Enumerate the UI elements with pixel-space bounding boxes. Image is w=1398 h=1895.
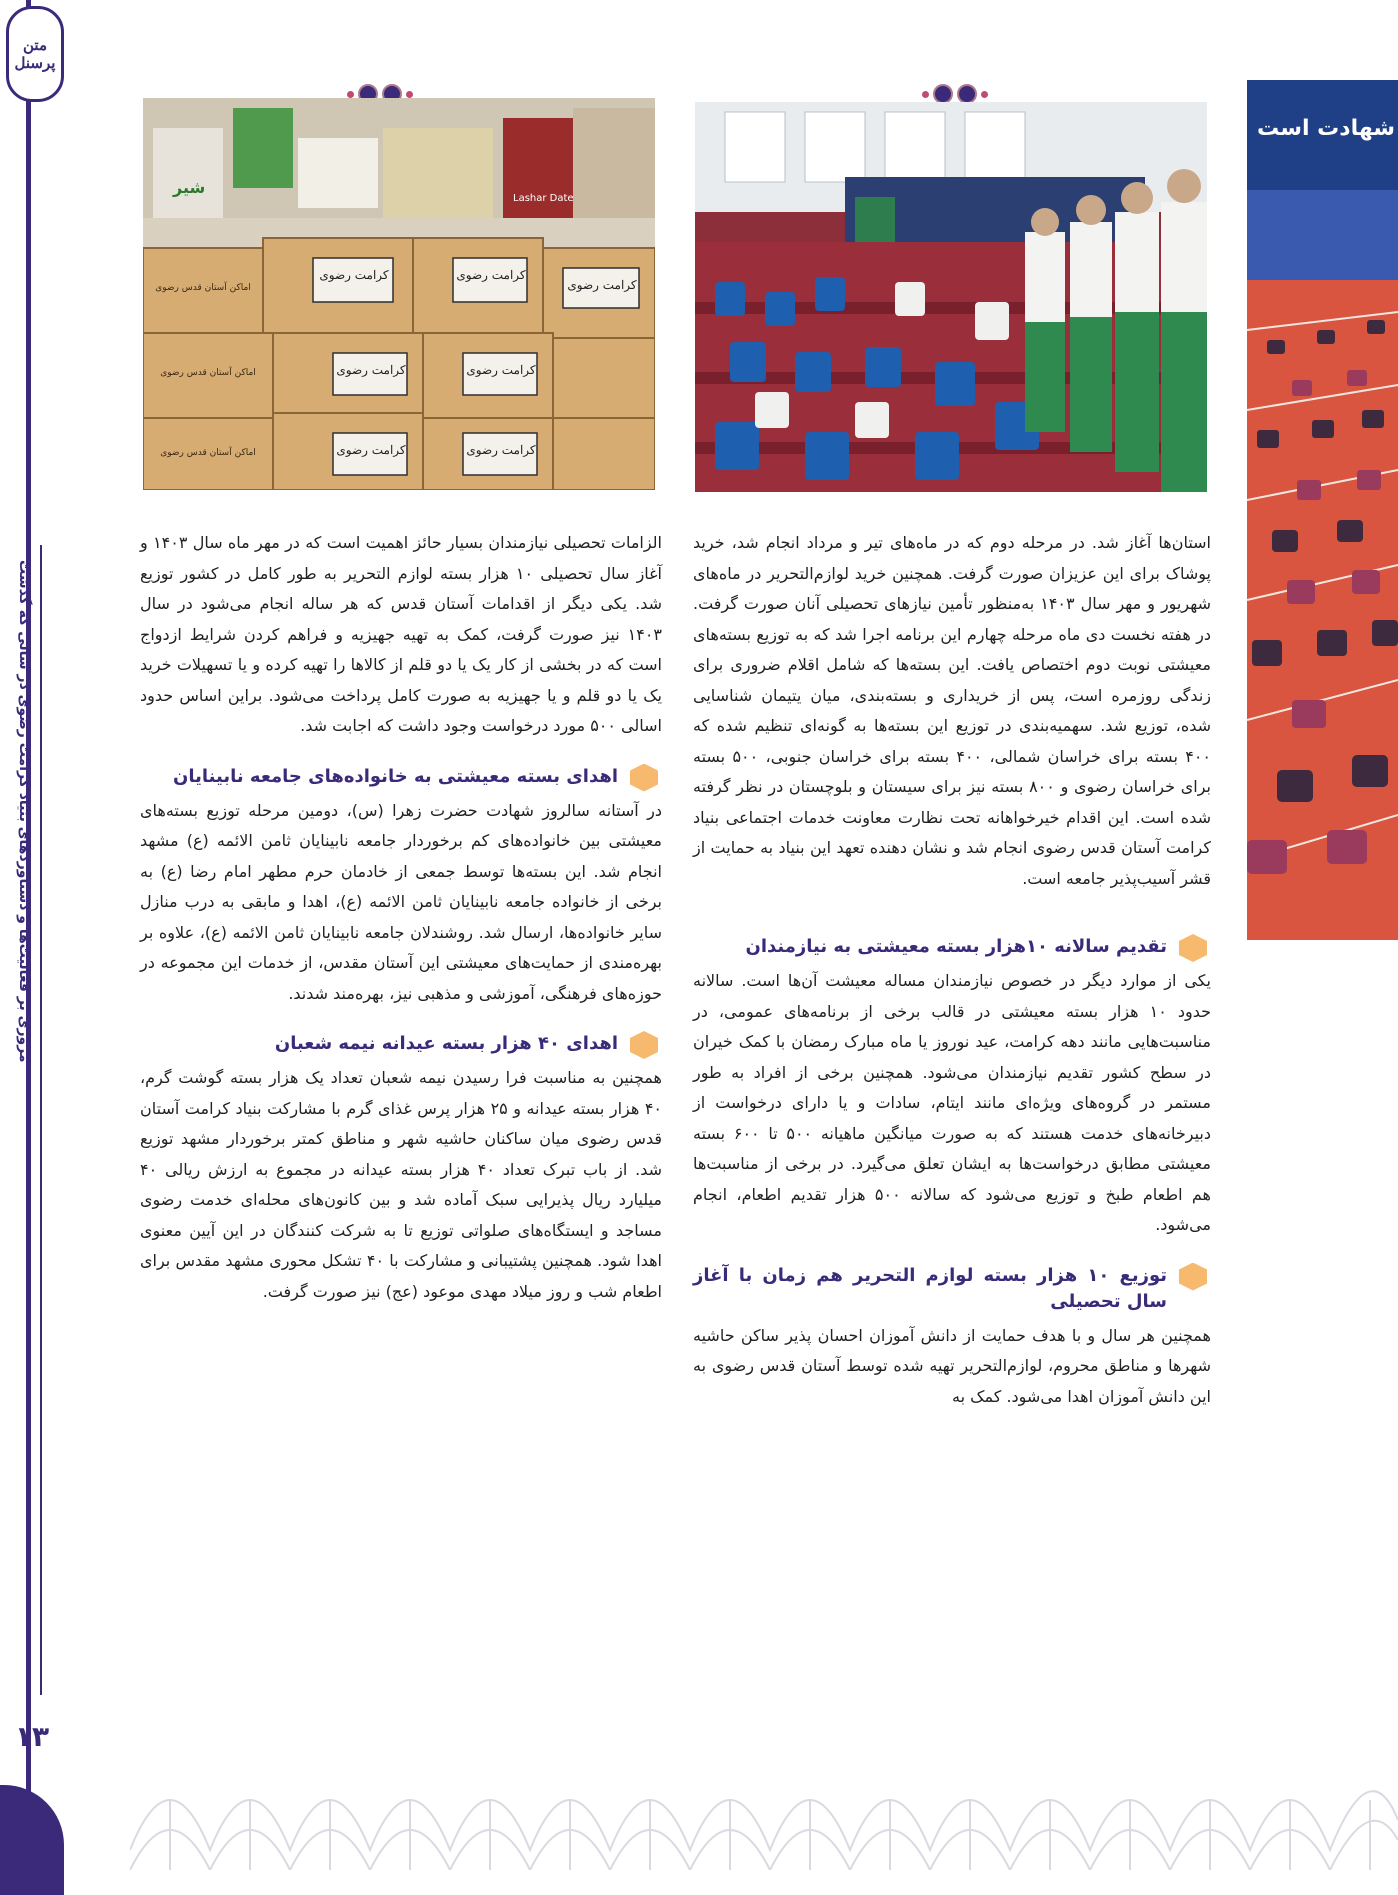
- page-number: ۱۳: [14, 1720, 50, 1753]
- ornament-dot-icon: [922, 91, 929, 98]
- footer-pattern: [130, 1730, 1398, 1870]
- section-vertical-title: مروری بر فعالیت‌ها و دستاوردهای بنیاد کرامت رضوی در سالی که گذشت: [16, 560, 32, 1063]
- left-heading-1: [140, 764, 662, 790]
- photo-stadium-packages: [1247, 80, 1398, 940]
- corner-decoration: [0, 1785, 64, 1895]
- left-paragraph-1: الزامات تحصیلی نیازمندان بسیار حائز اهمیت است که در مهر ماه سال ۱۴۰۳ و آغاز سال تحصیلی ۱۰ هزار بسته لوازم التحریر به طور کامل در کشور توزیع شد. یکی دیگر از اقدامات آستان قدس که هر ساله انجام می‌شود در سال ۱۴۰۳ نیز صورت گرفت، کمک به تهیه جهیزیه و فراهم کردن شرایط ازدواج است که در بخشی از کار یک یا دو قلم از کالاها را تهیه کرده و یا تسهیلات خرید یک یا دو قلم و یا جهیزیه به صورت کامل پرداخت می‌شود. براین اساس حدود اسالی ۵۰۰ مورد درخواست وجود داشت که اجابت شد.: [140, 533, 663, 735]
- right-heading-2: [693, 934, 1211, 960]
- hexagon-icon: [630, 764, 658, 792]
- ornament-dot-icon: [406, 91, 413, 98]
- box-side-label-2: اماکن آستان قدس رضوی: [160, 368, 256, 378]
- box-side-label-3: اماکن آستان قدس رضوی: [160, 448, 256, 458]
- right-heading-3: [693, 1263, 1211, 1315]
- ornament-dot-icon: [347, 91, 354, 98]
- flower-icon: [957, 84, 977, 104]
- box-brand-label-2: کرامت رضوی: [456, 268, 526, 282]
- ornament-dot-icon: [981, 91, 988, 98]
- box-brand-label: کرامت رضوی: [319, 268, 389, 282]
- right-heading-2-text: تقدیم سالانه ۱۰هزار بسته معیشتی به نیازمندان: [745, 936, 1167, 957]
- hexagon-icon: [630, 1031, 658, 1059]
- right-heading-3-text: توزیع ۱۰ هزار بسته لوازم التحریر هم زمان با آغاز سال تحصیلی: [693, 1264, 1168, 1312]
- stadium-banner-text: شهادت است: [1257, 116, 1395, 141]
- box-side-label: اماکن آستان قدس رضوی: [155, 283, 251, 293]
- box-brand-label-5: کرامت رضوی: [466, 363, 536, 377]
- box-brand-label-6: کرامت رضوی: [336, 443, 406, 457]
- right-column: [693, 528, 1211, 1412]
- hexagon-icon: [1179, 1263, 1207, 1291]
- milk-label: شیر: [173, 178, 206, 197]
- left-heading-2: [140, 1031, 662, 1057]
- flower-icon: [933, 84, 953, 104]
- left-paragraph-3: همچنین به مناسبت فرا رسیدن نیمه شعبان تعداد یک هزار بسته گوشت گرم، ۴۰ هزار بسته عیدانه و ۲۵ هزار پرس غذای گرم با مشارکت بنیاد کرامت آستان قدس رضوی میان ساکنان حاشیه شهر و مناطق کمتر برخوردار مشهد توزیع شد. از باب تبرک تعداد ۴۰ هزار بسته عیدانه در مجموع به ارزش ریالی ۴۰ میلیارد ریال پذیرایی سبک آماده شد و بین کانون‌های محله‌ای خدمت رضوی مساجد و ایستگاه‌های صلواتی توزیع تا به شرکت کنندگان در این آیین معنوی اهدا شود. همچنین پشتیبانی و مشارکت با ۴۰ تشکل محوری مشهد مقدس برای اطعام شب و روز میلاد مهدی موعود (عج) نیز صورت گرفت.: [140, 1068, 663, 1301]
- right-paragraph-2: یکی از موارد دیگر در خصوص نیازمندان مساله معیشت آن‌ها است. سالانه حدود ۱۰ هزار بسته معیشتی در قالب برخی از برنامه‌های عمومی، در مناسبت‌هایی مانند دهه کرامت، عید نوروز یا ماه مبارک رمضان با کمک خیران در سطح کشور تقدیم نیازمندان می‌شود. همچنین برخی از افراد به طور مستمر در گروه‌های ویژه‌ای مانند ایتام، سادات و یا دارای درخواست از دبیرخانه‌های خدمت هستند که به صورت میانگین ماهیانه ۵۰۰ تا ۶۰۰ بسته معیشتی مطابق درخواست‌ها به ایشان تعلق می‌گیرد. در برخی از مناسبت‌ها هم اطعام طبخ و توزیع می‌شود که سالانه ۵۰۰ هزار تقدیم اطعام، انجام می‌شود.: [693, 971, 1212, 1234]
- left-paragraph-2: در آستانه سالروز شهادت حضرت زهرا (س)، دومین مرحله توزیع بسته‌های معیشتی بین خانواده‌های کم برخوردار جامعه نابینایان ثامن الائمه (ع) مشهد انجام شد. این بسته‌ها توسط جمعی از خادمان حرم مطهر امام رضا (ع) به برخی از خانواده جامعه نابینایان ثامن الائمه (ع)، اهدا و مابقی به درب منازل سایر خانواده‌ها، ارسال شد. روشندلان جامعه نابینایان ثامن الائمه (ع)، علاوه بر بهره‌مندی از حمایت‌های معیشتی این آستان مقدس، از خدمات این مجموعه در حوزه‌های فرهنگی، آموزشی و مذهبی نیز، بهره‌مند شدند.: [140, 800, 662, 1003]
- right-paragraph-1: استان‌ها آغاز شد. در مرحله دوم که در ماه‌های تیر و مرداد انجام شد، خرید پوشاک برای این عزیزان صورت گرفت. همچنین خرید لوازم‌التحریر در ماه‌های شهریور و مهر سال ۱۴۰۳ به‌منظور تأمین نیازهای تحصیلی آنان صورت گرفت. در هفته نخست دی ماه مرحله چهارم این برنامه اجرا شد که به توزیع بسته‌های معیشتی نوبت دوم اختصاص یافت. این بسته‌ها که شامل اقلام ضروری برای زندگی روزمره است، پس از خریداری و بسته‌بندی، میان یتیمان شناسایی شده، توزیع شد. سهمیه‌بندی در توزیع این بسته‌ها به گونه‌ای تنظیم شده که ۴۰۰ بسته برای خراسان شمالی، ۴۰۰ بسته برای خراسان جنوبی، ۵۰۰ بسته برای خراسان رضوی و ۸۰۰ بسته نیز برای سیستان و بلوچستان در نظر گرفته شده است. این اقدام خیرخواهانه تحت نظارت معاونت خدمات اجتماعی بنیاد کرامت آستان قدس رضوی انجام شد و نشان دهنده تعهد این بنیاد به حمایت از قشر آسیب‌پذیر جامعه است.: [693, 533, 1212, 888]
- box-brand-label-7: کرامت رضوی: [466, 443, 536, 457]
- hexagon-icon: [1179, 934, 1207, 962]
- right-paragraph-3: همچنین هر سال و با هدف حمایت از دانش آموزان احسان پذیر ساکن حاشیه شهرها و مناطق محروم، لوازم‌التحریر تهیه شده توسط آستان قدس رضوی به این دانش آموزان اهدا می‌شود. کمک به: [693, 1325, 1211, 1406]
- box-brand-label-4: کرامت رضوی: [336, 363, 406, 377]
- box-brand-label-3: کرامت رضوی: [567, 278, 637, 292]
- magazine-logo: متن پرسنل: [6, 6, 64, 102]
- sidebar: [0, 0, 64, 1895]
- left-heading-1-text: اهدای بسته معیشتی به خانواده‌های جامعه نابینایان: [173, 765, 618, 787]
- left-column: [140, 528, 662, 1307]
- dates-label: Lashar Date: [513, 193, 574, 204]
- photo-distribution-hall: [695, 102, 1207, 492]
- photo-aid-boxes: [143, 98, 655, 490]
- sidebar-divider: [40, 545, 42, 1695]
- left-heading-2-text: اهدای ۴۰ هزار بسته عیدانه نیمه شعبان: [274, 1033, 618, 1054]
